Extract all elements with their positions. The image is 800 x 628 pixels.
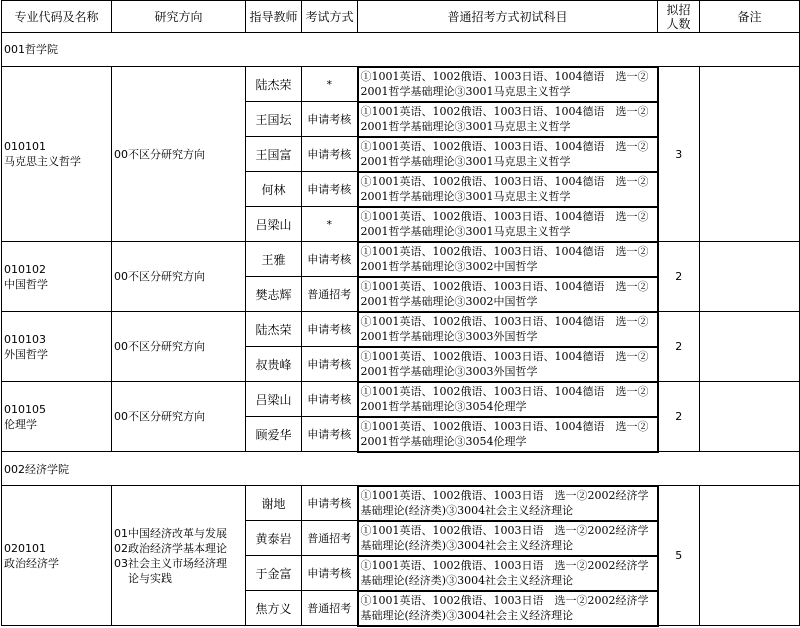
teacher-name: 顾爱华	[246, 417, 302, 452]
header-direction: 研究方向	[112, 1, 246, 33]
teacher-name: 焦方义	[246, 591, 302, 626]
exam-type: 申请考核	[302, 486, 358, 521]
subjects-line2: 2001哲学基础理论③3003外国哲学	[360, 365, 538, 378]
subjects-line2: 2001哲学基础理论③3054伦理学	[360, 435, 527, 448]
quota-value: 2	[658, 382, 700, 452]
major-name: 中国哲学	[4, 277, 48, 291]
major-name: 政治经济学	[4, 556, 59, 570]
header-note: 备注	[700, 1, 800, 33]
quota-value: 2	[658, 312, 700, 382]
subjects-line1: ①1001英语、1002俄语、1003日语、1004德语 选一②	[360, 280, 649, 293]
header-quota-line1: 拟招	[666, 2, 691, 17]
header-quota-line2: 人数	[666, 16, 691, 31]
admissions-table	[1, 0, 800, 627]
exam-subjects	[358, 207, 658, 242]
teacher-name: 吕梁山	[246, 207, 302, 242]
note-cell	[700, 382, 800, 452]
subjects-line1: ①1001英语、1002俄语、1003日语 选一②2002经济学	[360, 489, 649, 502]
header-major: 专业代码及名称	[2, 1, 112, 33]
subjects-line1: ①1001英语、1002俄语、1003日语、1004德语 选一②	[360, 210, 649, 223]
subjects-line2: 2001哲学基础理论③3003外国哲学	[360, 330, 538, 343]
direction-item: 01中国经济改革与发展	[114, 526, 227, 540]
subjects-line1: ①1001英语、1002俄语、1003日语 选一②2002经济学	[360, 524, 649, 537]
teacher-name: 陆杰荣	[246, 312, 302, 347]
subjects-line2: 2001哲学基础理论③3002中国哲学	[360, 295, 538, 308]
subjects-line1: ①1001英语、1002俄语、1003日语、1004德语 选一②	[360, 245, 649, 258]
subjects-line2: 2001哲学基础理论③3001马克思主义哲学	[360, 225, 571, 238]
subjects-line2: 基础理论(经济类)③3004社会主义经济理论	[360, 574, 574, 587]
teacher-name: 王国坛	[246, 102, 302, 137]
table-row	[2, 382, 800, 417]
exam-subjects	[358, 417, 658, 452]
subjects-line2: 基础理论(经济类)③3004社会主义经济理论	[360, 504, 574, 517]
header-teacher: 指导教师	[246, 1, 302, 33]
exam-type: *	[302, 207, 358, 242]
teacher-name: 吕梁山	[246, 382, 302, 417]
exam-type: 申请考核	[302, 312, 358, 347]
major-cell	[2, 67, 112, 242]
table-row	[2, 242, 800, 277]
exam-subjects	[358, 242, 658, 277]
subjects-line1: ①1001英语、1002俄语、1003日语、1004德语 选一②	[360, 175, 649, 188]
teacher-name: 樊志辉	[246, 277, 302, 312]
major-code: 010101	[4, 140, 46, 153]
exam-type: 申请考核	[302, 242, 358, 277]
exam-type: 申请考核	[302, 556, 358, 591]
header-quota	[658, 1, 700, 33]
subjects-line1: ①1001英语、1002俄语、1003日语、1004德语 选一②	[360, 105, 649, 118]
major-cell	[2, 312, 112, 382]
exam-subjects	[358, 591, 658, 626]
header-exam: 考试方式	[302, 1, 358, 33]
subjects-line1: ①1001英语、1002俄语、1003日语、1004德语 选一②	[360, 70, 649, 83]
major-cell	[2, 242, 112, 312]
major-cell	[2, 382, 112, 452]
research-direction: 00不区分研究方向	[112, 242, 246, 312]
exam-type: 普通招考	[302, 591, 358, 626]
subjects-line2: 基础理论(经济类)③3004社会主义经济理论	[360, 609, 574, 622]
department-name: 001哲学院	[2, 33, 800, 67]
major-name: 伦理学	[4, 417, 37, 431]
exam-subjects	[358, 486, 658, 521]
subjects-line1: ①1001英语、1002俄语、1003日语 选一②2002经济学	[360, 594, 649, 607]
table-row	[2, 67, 800, 102]
header-subjects: 普通招考方式初试科目	[358, 1, 658, 33]
major-name: 外国哲学	[4, 347, 48, 361]
exam-type: *	[302, 67, 358, 102]
exam-subjects	[358, 137, 658, 172]
research-direction: 00不区分研究方向	[112, 382, 246, 452]
header-row	[2, 1, 800, 33]
direction-item: 03社会主义市场经济理	[114, 556, 227, 570]
exam-subjects	[358, 556, 658, 591]
subjects-line2: 2001哲学基础理论③3054伦理学	[360, 400, 527, 413]
teacher-name: 黄泰岩	[246, 521, 302, 556]
quota-value: 5	[658, 486, 700, 626]
teacher-name: 陆杰荣	[246, 67, 302, 102]
exam-subjects	[358, 312, 658, 347]
note-cell	[700, 242, 800, 312]
exam-type: 申请考核	[302, 382, 358, 417]
department-row	[2, 452, 800, 486]
exam-type: 申请考核	[302, 137, 358, 172]
department-name: 002经济学院	[2, 452, 800, 486]
exam-type: 普通招考	[302, 521, 358, 556]
note-cell	[700, 312, 800, 382]
teacher-name: 王国富	[246, 137, 302, 172]
research-direction-list	[112, 486, 246, 626]
major-code: 010105	[4, 402, 46, 416]
subjects-line1: ①1001英语、1002俄语、1003日语、1004德语 选一②	[360, 420, 649, 433]
major-name: 马克思主义哲学	[4, 155, 81, 168]
exam-type: 申请考核	[302, 417, 358, 452]
direction-item: 论与实践	[128, 571, 172, 585]
subjects-line1: ①1001英语、1002俄语、1003日语、1004德语 选一②	[360, 315, 649, 328]
teacher-name: 谢地	[246, 486, 302, 521]
research-direction: 00不区分研究方向	[112, 312, 246, 382]
exam-type: 申请考核	[302, 102, 358, 137]
note-cell	[700, 486, 800, 626]
direction-item: 02政治经济学基本理论	[114, 541, 227, 555]
subjects-line2: 2001哲学基础理论③3001马克思主义哲学	[360, 190, 571, 203]
teacher-name: 何林	[246, 172, 302, 207]
subjects-line1: ①1001英语、1002俄语、1003日语、1004德语 选一②	[360, 385, 649, 398]
quota-value: 3	[658, 67, 700, 242]
note-cell	[700, 67, 800, 242]
department-row	[2, 33, 800, 67]
exam-subjects	[358, 277, 658, 312]
exam-subjects	[358, 172, 658, 207]
quota-value: 2	[658, 242, 700, 312]
exam-type: 普通招考	[302, 277, 358, 312]
exam-type: 申请考核	[302, 347, 358, 382]
table-row	[2, 486, 800, 521]
major-code: 010102	[4, 262, 46, 276]
subjects-line2: 基础理论(经济类)③3004社会主义经济理论	[360, 539, 574, 552]
exam-subjects	[358, 521, 658, 556]
exam-subjects	[358, 382, 658, 417]
subjects-line1: ①1001英语、1002俄语、1003日语、1004德语 选一②	[360, 140, 649, 153]
major-cell	[2, 486, 112, 626]
subjects-line2: 2001哲学基础理论③3001马克思主义哲学	[360, 120, 571, 133]
table-row	[2, 312, 800, 347]
major-code: 010103	[4, 332, 46, 346]
teacher-name: 王雅	[246, 242, 302, 277]
major-code: 020101	[4, 541, 46, 555]
teacher-name: 于金富	[246, 556, 302, 591]
subjects-line2: 2001哲学基础理论③3001马克思主义哲学	[360, 85, 571, 98]
exam-subjects	[358, 347, 658, 382]
subjects-line2: 2001哲学基础理论③3002中国哲学	[360, 260, 538, 273]
teacher-name: 叔贵峰	[246, 347, 302, 382]
research-direction: 00不区分研究方向	[112, 67, 246, 242]
subjects-line1: ①1001英语、1002俄语、1003日语、1004德语 选一②	[360, 350, 649, 363]
subjects-line2: 2001哲学基础理论③3001马克思主义哲学	[360, 155, 571, 168]
subjects-line1: ①1001英语、1002俄语、1003日语 选一②2002经济学	[360, 559, 649, 572]
exam-subjects	[358, 102, 658, 137]
exam-subjects	[358, 67, 658, 102]
exam-type: 申请考核	[302, 172, 358, 207]
